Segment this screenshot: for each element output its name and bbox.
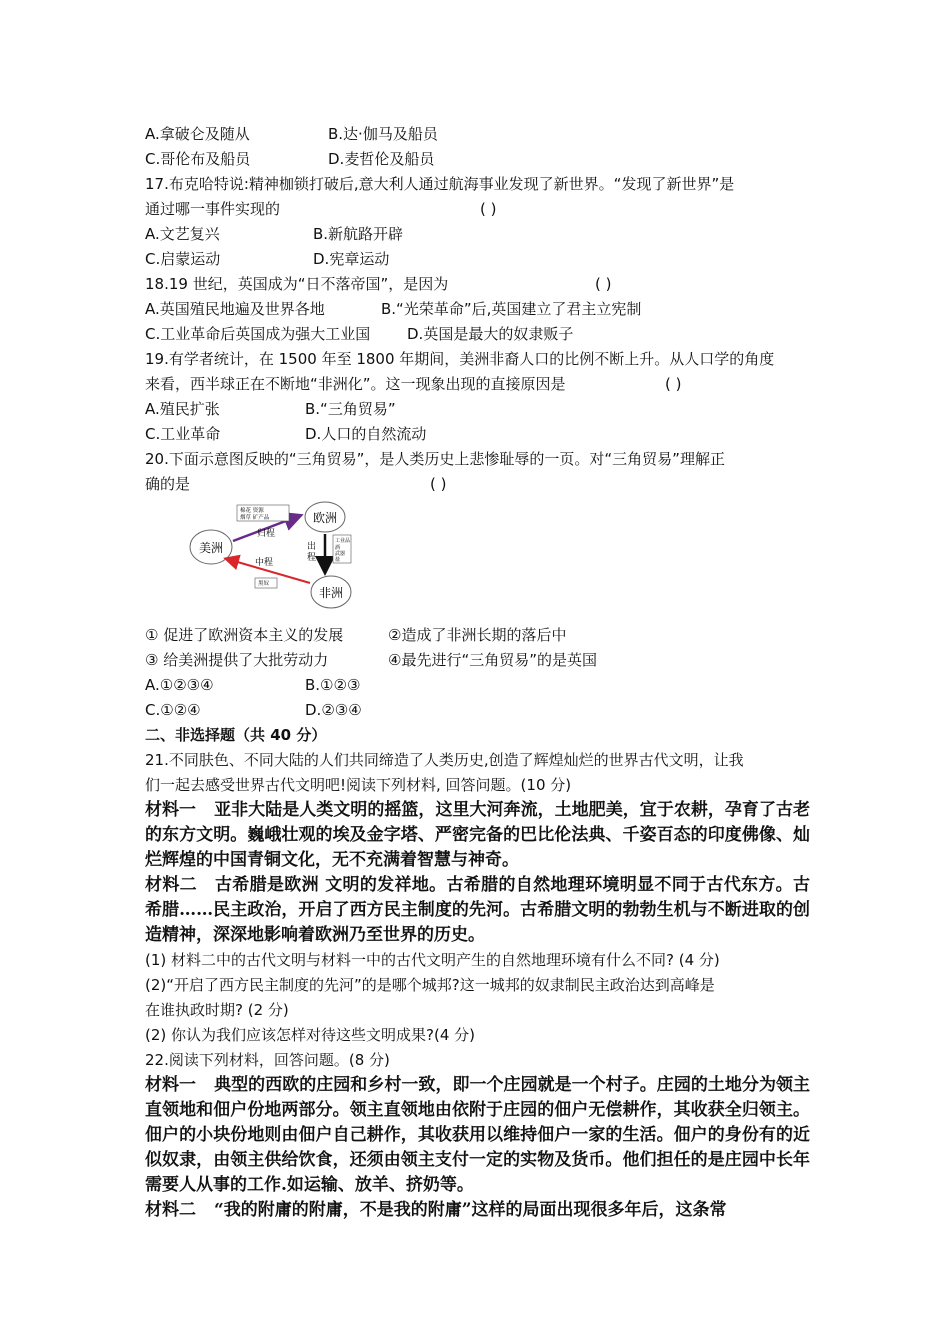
q20-answer-bracket[interactable]: ( ) — [430, 475, 447, 493]
q21-material-2-text: 古希腊是欧洲 文明的发祥地。古希腊的自然地理环境明显不同于古代东方。古希腊……民主政治，开启了西方民主制度的先河。古希腊文明的勃勃生机与不断进取的创造精神，深深地影响着欧洲乃至世界的历史。 — [145, 875, 811, 945]
q18-answer-bracket[interactable]: ( ) — [595, 275, 612, 293]
q17-answer-bracket[interactable]: ( ) — [480, 200, 497, 218]
q18-stem-line — [145, 272, 810, 297]
q17-option-a[interactable]: A.文艺复兴 — [145, 225, 220, 243]
q20-option-a[interactable]: A.①②③④ — [145, 676, 214, 694]
cargo-return-2: 烟草 矿产品 — [240, 515, 270, 521]
q16-options-row1 — [145, 122, 810, 147]
q16-option-a[interactable]: A.拿破仑及随从 — [145, 125, 250, 143]
q16-option-b[interactable]: B.达·伽马及船员 — [328, 125, 438, 143]
q18-option-b[interactable]: B.“光荣革命”后,英国建立了君主立宪制 — [381, 300, 642, 318]
q18-options-row1 — [145, 297, 810, 322]
q17-options-row2 — [145, 247, 810, 272]
q22-material-1-label: 材料一 — [145, 1075, 197, 1095]
q22-material-2-text: “我的附庸的附庸，不是我的附庸”这样的局面出现很多年后，这条常 — [214, 1200, 727, 1220]
q19-option-d[interactable]: D.人口的自然流动 — [305, 425, 427, 443]
node-america-label: 美洲 — [198, 541, 224, 555]
q20-item-2: ②造成了非洲长期的落后中 — [388, 626, 567, 644]
q17-options-row1 — [145, 222, 810, 247]
q22-material-2 — [145, 1198, 810, 1223]
cargo-outbound-3: 武器 — [335, 551, 346, 557]
q22-material-1 — [145, 1073, 810, 1198]
q20-option-b[interactable]: B.①②③ — [305, 676, 361, 694]
q19-option-a[interactable]: A.殖民扩张 — [145, 400, 220, 418]
q17-option-d[interactable]: D.宪章运动 — [313, 250, 390, 268]
q21-stem-line2: 们一起去感受世界古代文明吧!阅读下列材料, 回答问题。(10 分) — [145, 776, 572, 794]
q19-options-row1 — [145, 397, 810, 422]
q19-stem-line2 — [145, 372, 810, 397]
q21-material-1-label: 材料一 — [145, 800, 197, 820]
q20-options-row1 — [145, 673, 810, 698]
q22-material-2-label: 材料二 — [145, 1200, 196, 1220]
exam-page — [145, 122, 810, 1223]
route-middle-label: 中程 — [255, 558, 274, 568]
cargo-outbound-4: 盐 — [335, 557, 341, 563]
route-return-label: 归程 — [257, 529, 276, 539]
q21-sub-1: (1) 材料二中的古代文明与材料一中的古代文明产生的自然地理环境有什么不同? (4 分) — [145, 951, 720, 969]
q19-stem-line1: 19.有学者统计，在 1500 年至 1800 年期间，美洲非裔人口的比例不断上升。从人口学的角度 — [145, 350, 775, 368]
node-europe-label: 欧洲 — [312, 511, 338, 525]
q19-stem-text: 来看，西半球正在不断地“非洲化”。这一现象出现的直接原因是 — [145, 375, 566, 393]
q20-option-c[interactable]: C.①②④ — [145, 701, 201, 719]
q20-stem-line1: 20.下面示意图反映的“三角贸易”，是人类历史上悲惨耻辱的一页。对“三角贸易”理解正 — [145, 450, 725, 468]
q16-option-d[interactable]: D.麦哲伦及船员 — [328, 150, 435, 168]
q18-options-row2 — [145, 322, 810, 347]
q21-sub-3: (2) 你认为我们应该怎样对待这些文明成果?(4 分) — [145, 1026, 475, 1044]
q19-answer-bracket[interactable]: ( ) — [665, 375, 682, 393]
q21-sub-2b: 在谁执政时期? (2 分) — [145, 1001, 289, 1019]
q20-stem-line2 — [145, 472, 810, 497]
node-africa-label: 非洲 — [318, 586, 344, 600]
q21-material-2-label: 材料二 — [145, 875, 197, 895]
q16-option-c[interactable]: C.哥伦布及船员 — [145, 150, 251, 168]
route-outbound-label-1: 出 — [307, 542, 317, 552]
q20-option-d[interactable]: D.②③④ — [305, 701, 362, 719]
q19-option-b[interactable]: B.“三角贸易” — [305, 400, 396, 418]
section-heading: 二、非选择题（共 40 分） — [145, 726, 327, 744]
q20-items-row2 — [145, 648, 810, 673]
q17-stem-line2 — [145, 197, 810, 222]
q22-material-1-text: 典型的西欧的庄园和乡村一致，即一个庄园就是一个村子。庄园的土地分为领主直领地和佃户份地两部分。领主直领地由依附于庄园的佃户无偿耕作，其收获全归领主。佃户的小块份地则由佃户自己耕作，其收获用以维持佃户一家的生活。佃户的身份有的近似奴隶，由领主供给饮食，还须由领主支付一定的实物及货币。他们担任的是庄园中长年需要人从事的工作.如运输、放羊、挤奶等。 — [145, 1075, 811, 1195]
cargo-outbound-2: 酒 — [335, 545, 341, 551]
q21-sub-2a: (2)“开启了西方民主制度的先河”的是哪个城邦?这一城邦的奴隶制民主政治达到高峰是 — [145, 976, 715, 994]
q21-material-1 — [145, 798, 810, 873]
q20-options-row2 — [145, 698, 810, 723]
q17-stem-text: 通过哪一事件实现的 — [145, 200, 281, 218]
q20-item-1: ① 促进了欧洲资本主义的发展 — [145, 626, 344, 644]
q18-option-d[interactable]: D.英国是最大的奴隶贩子 — [407, 325, 574, 343]
q21-stem-line1: 21.不同肤色、不同大陆的人们共同缔造了人类历史,创造了辉煌灿烂的世界古代文明，让我 — [145, 751, 744, 769]
q18-option-a[interactable]: A.英国殖民地遍及世界各地 — [145, 300, 325, 318]
route-outbound-label-2: 程 — [307, 553, 317, 563]
q18-option-c[interactable]: C.工业革命后英国成为强大工业国 — [145, 325, 371, 343]
q19-options-row2 — [145, 422, 810, 447]
triangle-trade-diagram — [145, 501, 810, 623]
cargo-middle: 黑奴 — [258, 581, 270, 587]
cargo-return-1: 棉花 资源 — [240, 508, 264, 514]
q21-material-1-text: 亚非大陆是人类文明的摇篮，这里大河奔流，土地肥美，宜于农耕，孕育了古老的东方文明。巍峨壮观的埃及金字塔、严密完备的巴比伦法典、千姿百态的印度佛像、灿烂辉煌的中国青铜文化，无不充满着智慧与神奇。 — [145, 800, 811, 870]
q20-item-3: ③ 给美洲提供了大批劳动力 — [145, 651, 329, 669]
q21-material-2 — [145, 873, 810, 948]
q22-stem: 22.阅读下列材料，回答问题。(8 分) — [145, 1051, 390, 1069]
q17-option-c[interactable]: C.启蒙运动 — [145, 250, 221, 268]
q20-items-row1 — [145, 623, 810, 648]
q20-stem-text: 确的是 — [145, 475, 191, 493]
q19-option-c[interactable]: C.工业革命 — [145, 425, 221, 443]
cargo-outbound-1: 工业品 — [335, 538, 351, 544]
q20-item-4: ④最先进行“三角贸易”的是英国 — [388, 651, 597, 669]
q18-stem-text: 18.19 世纪，英国成为“日不落帝国”，是因为 — [145, 275, 449, 293]
q17-option-b[interactable]: B.新航路开辟 — [313, 225, 404, 243]
triangle-trade-svg — [187, 501, 417, 619]
q17-stem-line1: 17.布克哈特说:精神枷锁打破后,意大利人通过航海事业发现了新世界。“发现了新世界”是 — [145, 175, 735, 193]
q16-options-row2 — [145, 147, 810, 172]
